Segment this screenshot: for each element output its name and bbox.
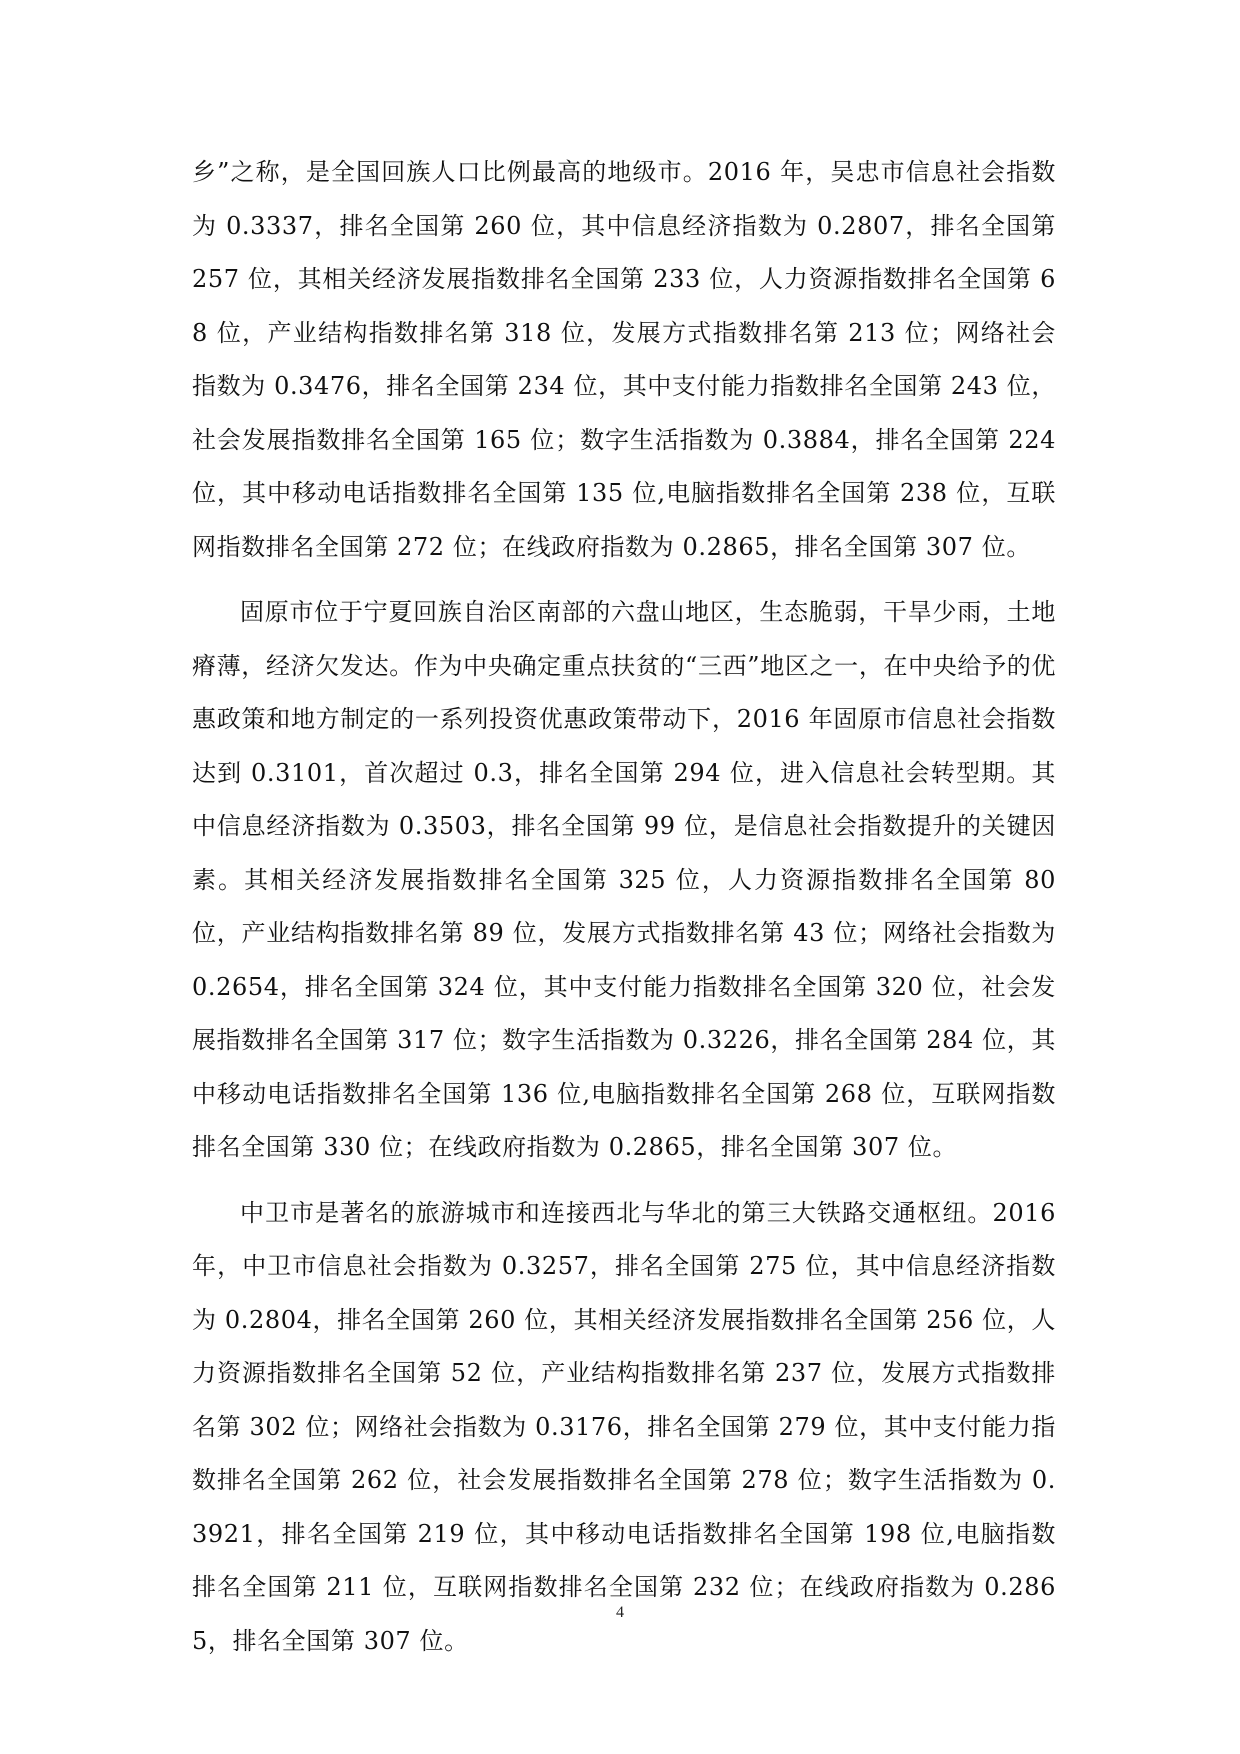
- paragraph-wuzhong: 乡”之称，是全国回族人口比例最高的地级市。2016 年，吴忠市信息社会指数为 0.3337，排名全国第 260 位，其中信息经济指数为 0.2807，排名全国第 257 位，其相关经济发展指数排名全国第 233 位，人力资源指数排名全国第 68 位，产业结构指数排名第 318 位，发展方式指数排名第 213 位；网络社会指数为 0.3476，排名全国第 234 位，其中支付能力指数排名全国第 243 位，社会发展指数排名全国第 165 位；数字生活指数为 0.3884，排名全国第 224 位，其中移动电话指数排名全国第 135 位,电脑指数排名全国第 238 位，互联网指数排名全国第 272 位；在线政府指数为 0.2865，排名全国第 307 位。: [192, 158, 1056, 561]
- paragraph-guyuan: 固原市位于宁夏回族自治区南部的六盘山地区，生态脆弱，干旱少雨，土地瘠薄，经济欠发达。作为中央确定重点扶贫的“三西”地区之一，在中央给予的优惠政策和地方制定的一系列投资优惠政策带动下，2016 年固原市信息社会指数达到 0.3101，首次超过 0.3，排名全国第 294 位，进入信息社会转型期。其中信息经济指数为 0.3503，排名全国第 99 位，是信息社会指数提升的关键因素。其相关经济发展指数排名全国第 325 位，人力资源指数排名全国第 80 位，产业结构指数排名第 89 位，发展方式指数排名第 43 位；网络社会指数为 0.2654，排名全国第 324 位，其中支付能力指数排名全国第 320 位，社会发展指数排名全国第 317 位；数字生活指数为 0.3226，排名全国第 284 位，其中移动电话指数排名全国第 136 位,电脑指数排名全国第 268 位，互联网指数排名全国第 330 位；在线政府指数为 0.2865，排名全国第 307 位。: [192, 598, 1056, 1161]
- paragraph-zhongwei: 中卫市是著名的旅游城市和连接西北与华北的第三大铁路交通枢纽。2016 年，中卫市信息社会指数为 0.3257，排名全国第 275 位，其中信息经济指数为 0.2804，排名全国第 260 位，其相关经济发展指数排名全国第 256 位，人力资源指数排名全国第 52 位，产业结构指数排名第 237 位，发展方式指数排名第 302 位；网络社会指数为 0.3176，排名全国第 279 位，其中支付能力指数排名全国第 262 位，社会发展指数排名全国第 278 位；数字生活指数为 0.3921，排名全国第 219 位，其中移动电话指数排名全国第 198 位,电脑指数排名全国第 211 位，互联网指数排名全国第 232 位；在线政府指数为 0.2865，排名全国第 307 位。: [192, 1198, 1056, 1655]
- page-number: 4: [616, 1604, 624, 1621]
- document-body: [192, 146, 1056, 1680]
